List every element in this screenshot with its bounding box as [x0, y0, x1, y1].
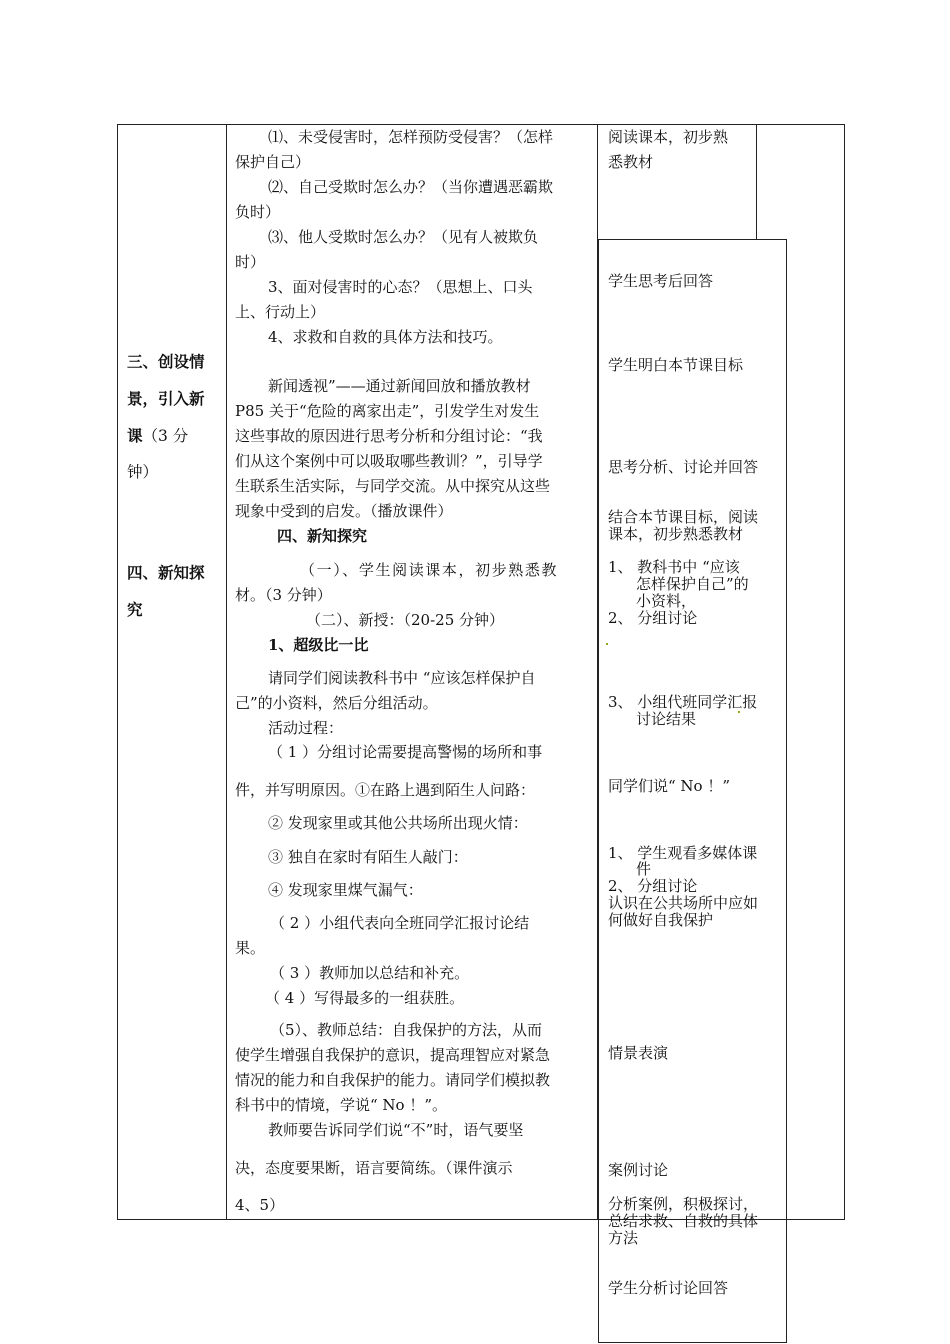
content-line: （ 1 ）分组讨论需要提高警惕的场所和事 — [268, 743, 543, 761]
activity-line: 情景表演 — [608, 1044, 669, 1062]
content-line: （一）、学生阅读课本，初步熟悉教 — [300, 561, 559, 579]
content-line: 这些事故的原因进行思考分析和分组讨论：“我 — [235, 427, 543, 445]
content-line: 教师要告诉同学们说“不”时，语气要坚 — [268, 1121, 524, 1139]
activity-line: 小资料， — [636, 592, 697, 610]
content-line: （ 2 ）小组代表向全班同学汇报讨论结 — [270, 914, 530, 932]
inner-box-left — [598, 239, 599, 1342]
content-line: 果。 — [235, 939, 266, 957]
column-divider-1 — [226, 124, 227, 1220]
content-line: 请同学们阅读教科书中 “应该怎样保护自 — [268, 669, 536, 687]
content-line: 科书中的情境，学说“ No ！”。 — [235, 1096, 448, 1114]
content-line: ② 发现家里或其他公共场所出现火情： — [268, 814, 528, 832]
content-line: 己”的小资料，然后分组活动。 — [235, 694, 438, 712]
section3-line4: 钟） — [127, 463, 159, 481]
content-line: 生联系生活实际，与同学交流。从中探究从这些 — [235, 477, 551, 495]
inner-box-right — [786, 239, 787, 1342]
content-line: 保护自己） — [235, 153, 311, 171]
activity-line: 1、 学生观看多媒体课 — [608, 844, 758, 862]
activity-line: 同学们说“ No ！” — [608, 777, 731, 795]
content-line: 现象中受到的启发。（播放课件） — [235, 502, 453, 520]
content-line: 材。（3 分钟） — [235, 586, 332, 604]
content-line: ⑵、自己受欺时怎么办？（当你遭遇恶霸欺 — [268, 178, 554, 196]
activity-line: 3、 小组代班同学汇报 — [608, 693, 758, 711]
content-line: 决，态度要果断，语言要简练。（课件演示 — [235, 1159, 513, 1177]
content-line: 们从这个案例中可以吸取哪些教训？”，引导学 — [235, 452, 543, 470]
activity-line: 怎样保护自己”的 — [636, 575, 749, 593]
activity-line: 学生分析讨论回答 — [608, 1279, 729, 1297]
content-line: ③ 独自在家时有陌生人敲门： — [268, 848, 468, 866]
subsection-heading: 四、新知探究 — [277, 527, 368, 545]
activity-line: 结合本节课目标，阅读 — [608, 508, 759, 526]
activity-line: 2、 分组讨论 — [608, 609, 698, 627]
content-line: （二）、新授：（20-25 分钟） — [306, 611, 505, 629]
content-line: （ 4 ）写得最多的一组获胜。 — [265, 989, 465, 1007]
content-line: 负时） — [235, 203, 281, 221]
column-divider-3 — [756, 124, 757, 239]
content-line: （ 3 ）教师加以总结和补充。 — [270, 964, 470, 982]
section4-line2: 究 — [127, 600, 143, 619]
content-line: 活动过程： — [268, 719, 344, 737]
activity-line: 学生明白本节课目标 — [608, 356, 744, 374]
content-line: 3、面对侵害时的心态？（思想上、口头 — [268, 278, 533, 296]
stray-mark — [738, 711, 740, 713]
section3-line1: 三、创设情 — [127, 352, 205, 371]
activity-line: 思考分析、讨论并回答 — [608, 458, 759, 476]
content-line: 时） — [235, 253, 266, 271]
activity-line: 案例讨论 — [608, 1161, 669, 1179]
content-line: （5）、教师总结：自我保护的方法，从而 — [270, 1021, 543, 1039]
content-line: ④ 发现家里煤气漏气： — [268, 881, 423, 899]
activity-line: 何做好自我保护 — [608, 911, 714, 929]
activity-line: 件 — [636, 860, 652, 878]
content-line: ⑴、未受侵害时，怎样预防受侵害？（怎样 — [268, 128, 554, 146]
activity-line: 1、 教科书中 “应该 — [608, 558, 740, 576]
activity-line: 方法 — [608, 1229, 639, 1247]
section4-line1: 四、新知探 — [127, 563, 205, 582]
table-left-border — [117, 124, 118, 1220]
activity-line: 2、 分组讨论 — [608, 877, 698, 895]
activity-heading: 1、超级比一比 — [268, 636, 369, 654]
content-line: 4、5） — [235, 1196, 285, 1214]
content-line: 上、行动上） — [235, 303, 326, 321]
activity-line: 认识在公共场所中应如 — [608, 894, 759, 912]
activity-line: 课本，初步熟悉教材 — [608, 525, 744, 543]
content-line: ⑶、他人受欺时怎么办？（见有人被欺负 — [268, 228, 539, 246]
activity-line: 悉教材 — [608, 153, 654, 171]
content-line: 新闻透视”——通过新闻回放和播放教材 — [268, 377, 531, 395]
inner-box-top — [597, 239, 786, 240]
activity-line: 讨论结果 — [636, 710, 697, 728]
content-line: 4、求救和自救的具体方法和技巧。 — [268, 328, 503, 346]
activity-line: 分析案例，积极探讨， — [608, 1195, 759, 1213]
content-line: P85 关于“危险的离家出走”，引发学生对发生 — [235, 402, 540, 420]
activity-line: 学生思考后回答 — [608, 272, 714, 290]
stray-mark — [606, 643, 608, 645]
inner-box-bottom — [598, 1342, 787, 1343]
section3-line2: 景，引入新 — [127, 389, 205, 408]
activity-line: 总结求救、自救的具体 — [608, 1212, 759, 1230]
content-line: 件，并写明原因。①在路上遇到陌生人问路： — [235, 781, 536, 799]
activity-line: 阅读课本，初步熟 — [608, 128, 729, 146]
content-line: 情况的能力和自我保护的能力。请同学们模拟教 — [235, 1071, 551, 1089]
table-right-border — [844, 124, 845, 1220]
section3-line3: 课（3 分 — [127, 426, 189, 445]
content-line: 使学生增强自我保护的意识，提高理智应对紧急 — [235, 1046, 551, 1064]
